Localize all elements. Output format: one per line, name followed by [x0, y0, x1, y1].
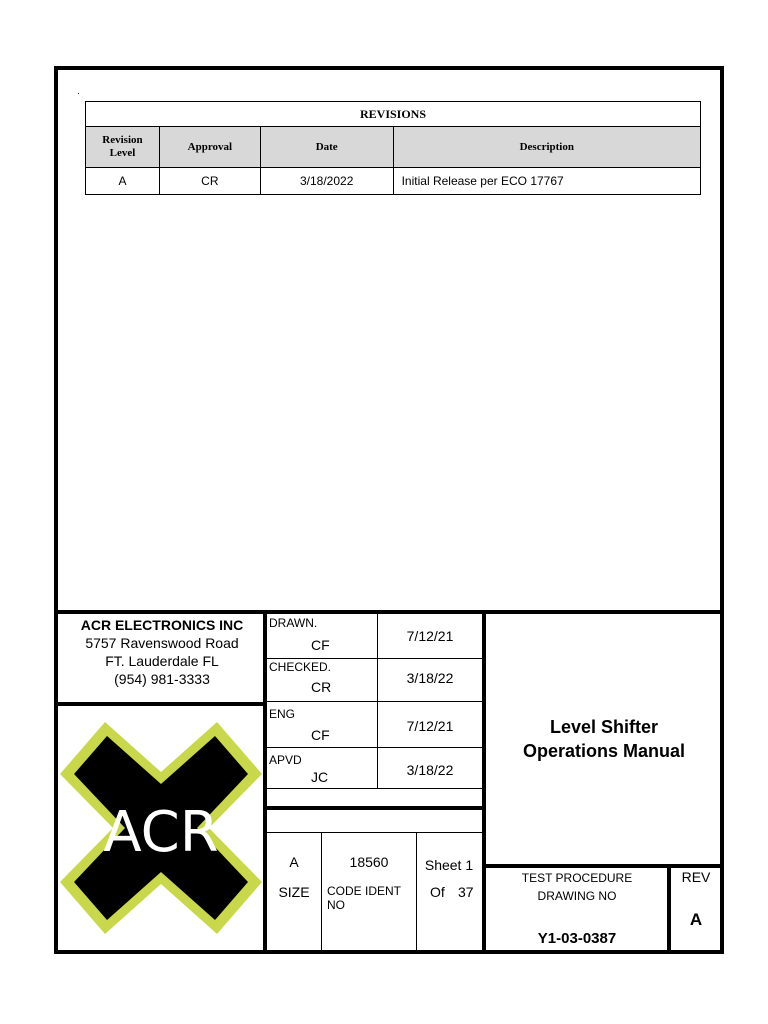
drawn-label: DRAWN.: [269, 616, 318, 630]
header-revision-level: Revision Level: [86, 127, 160, 168]
eng-initials: CF: [311, 727, 330, 743]
header-date: Date: [260, 127, 393, 168]
company-phone: (954) 981-3333: [114, 671, 210, 687]
company-info: [58, 616, 266, 688]
rev-value: A: [689, 910, 703, 929]
company-name: ACR ELECTRONICS INC: [80, 617, 244, 633]
eng-date: 7/12/21: [406, 718, 454, 734]
apvd-date: 3/18/22: [406, 762, 454, 778]
header-description: Description: [393, 127, 700, 168]
revision-level-cell: A: [86, 168, 160, 195]
company-address-line2: FT. Lauderdale FL: [105, 653, 219, 669]
eng-label: ENG: [269, 707, 296, 721]
revisions-header-row: [86, 127, 701, 168]
drawn-initials: CF: [311, 637, 330, 653]
code-ident-value: 18560: [349, 854, 389, 870]
apvd-label: APVD: [269, 753, 302, 767]
revisions-table: [85, 101, 701, 195]
header-approval: Approval: [159, 127, 260, 168]
approval-cell: CR: [159, 168, 260, 195]
document-title: Level Shifter Operations Manual: [522, 717, 686, 761]
sheet-number: Sheet 1: [424, 857, 474, 873]
drawing-number-value: Y1-03-0387: [537, 930, 617, 947]
rev-label: REV: [681, 869, 711, 885]
stray-mark: .: [77, 86, 80, 97]
logo-text: ACR: [103, 800, 219, 865]
drawn-date: 7/12/21: [406, 628, 454, 644]
size-value: A: [289, 854, 299, 870]
checked-date: 3/18/22: [406, 670, 454, 686]
code-ident-label: CODE IDENT NO: [327, 884, 402, 912]
acr-logo: [58, 718, 264, 938]
apvd-initials: JC: [311, 769, 329, 785]
checked-label: CHECKED.: [269, 660, 332, 674]
table-row: [86, 168, 701, 195]
size-label: SIZE: [278, 884, 310, 900]
sheet-of-value: 37: [458, 884, 474, 900]
drawing-number-label: TEST PROCEDURE DRAWING NO: [521, 871, 633, 903]
company-address-line1: 5757 Ravenswood Road: [85, 635, 239, 651]
checked-initials: CR: [311, 679, 332, 695]
description-cell: Initial Release per ECO 17767: [393, 168, 700, 195]
date-cell: 3/18/2022: [260, 168, 393, 195]
revisions-title: REVISIONS: [86, 102, 701, 127]
sheet-of-label: Of: [430, 884, 445, 900]
